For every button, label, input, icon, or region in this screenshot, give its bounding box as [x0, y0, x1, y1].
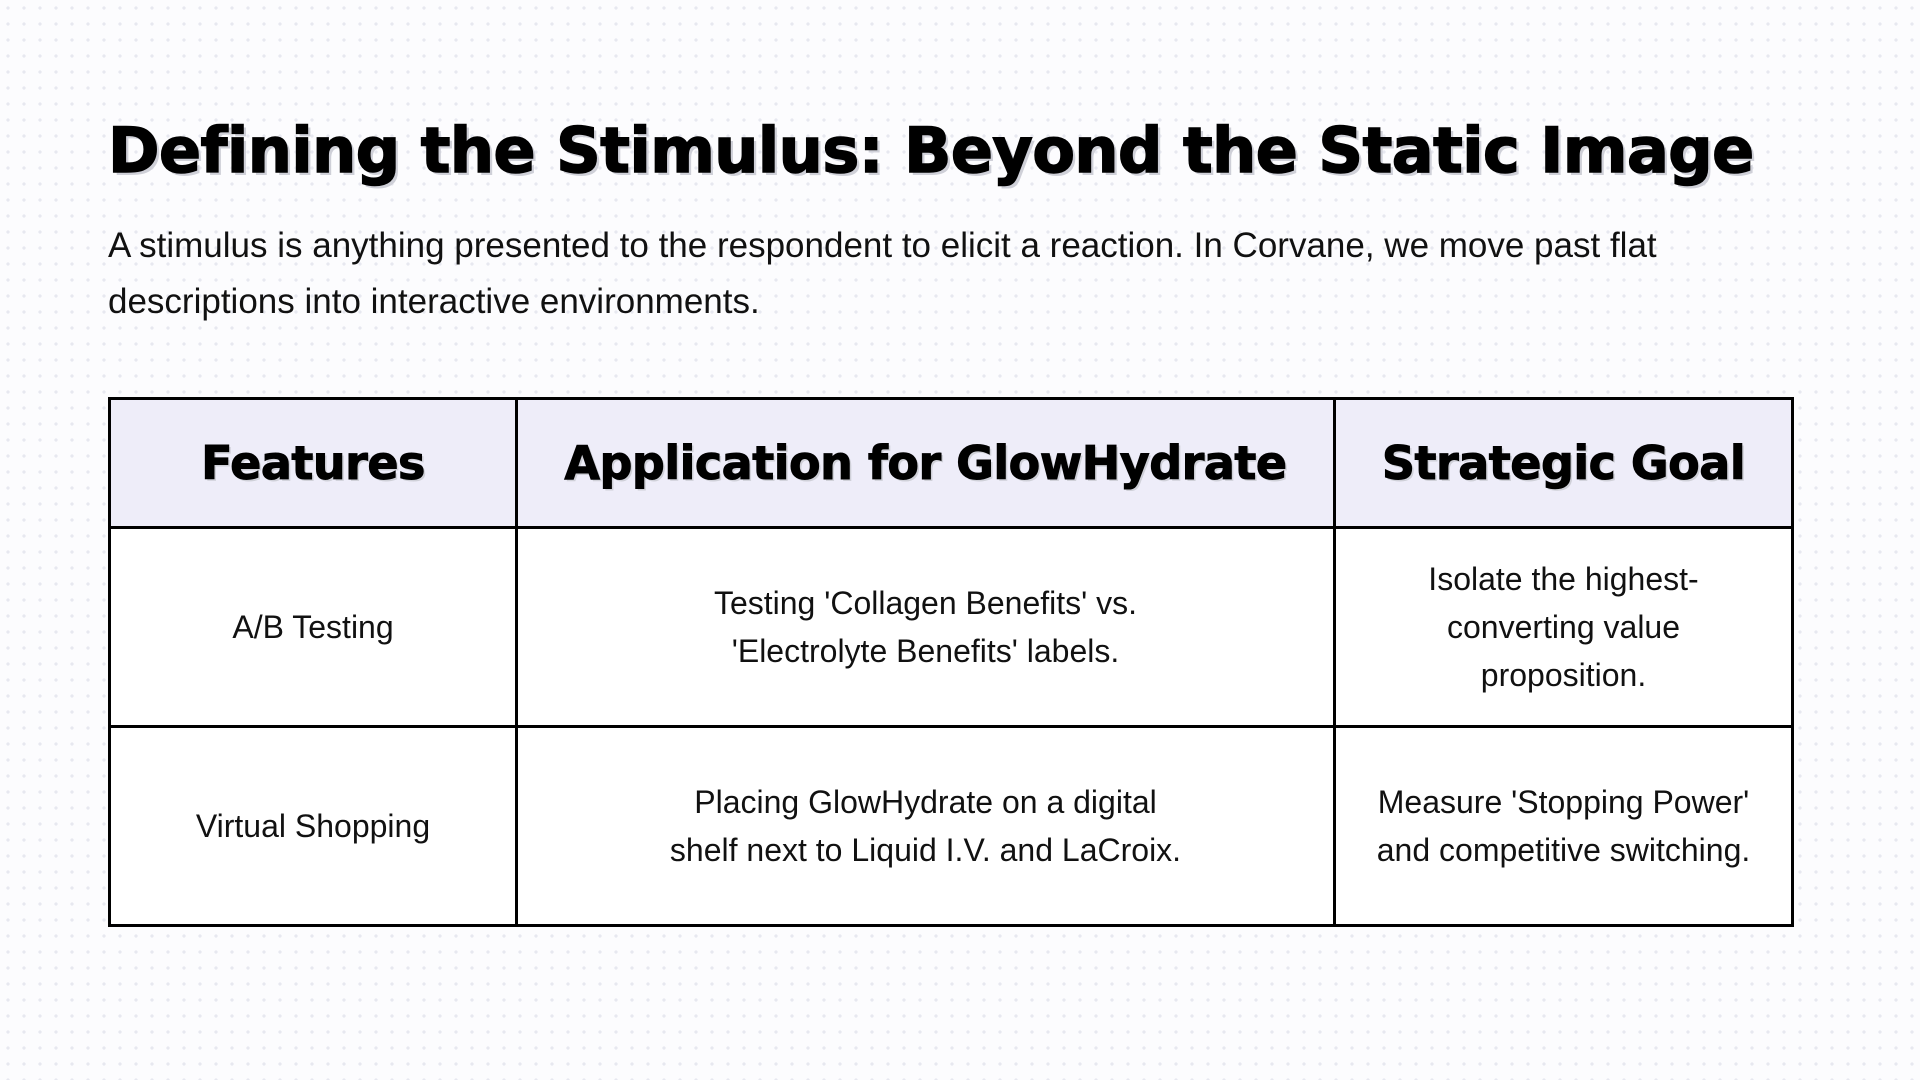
header-strategic-goal: Strategic Goal — [1335, 399, 1793, 528]
slide-content — [108, 110, 1790, 330]
cell-application — [517, 727, 1335, 926]
table-row — [110, 727, 1793, 926]
table-header-row — [110, 399, 1793, 528]
comparison-table-container — [108, 397, 1794, 927]
cell-feature — [110, 528, 517, 727]
comparison-table — [108, 397, 1794, 927]
table-row — [110, 528, 1793, 727]
cell-goal — [1335, 727, 1793, 926]
application-text: Placing GlowHydrate on a digital shelf next to Liquid I.V. and LaCroix. — [669, 784, 1182, 868]
intro-paragraph: A stimulus is anything presented to the respondent to elicit a reaction. In Corvane, we move past flat descriptions into interactive environments. — [108, 226, 1657, 321]
application-text: Testing 'Collagen Benefits' vs. 'Electrolyte Benefits' labels. — [713, 585, 1138, 669]
feature-text: A/B Testing — [232, 609, 394, 645]
feature-text: Virtual Shopping — [195, 808, 431, 844]
goal-text: Measure 'Stopping Power' and competitive switching. — [1376, 784, 1751, 868]
goal-text: Isolate the highest-converting value proposition. — [1428, 561, 1699, 693]
header-features: Features — [110, 399, 517, 528]
header-application: Application for GlowHydrate — [517, 399, 1335, 528]
slide-title: Defining the Stimulus: Beyond the Static Image — [108, 114, 1754, 187]
cell-application — [517, 528, 1335, 727]
cell-feature — [110, 727, 517, 926]
cell-goal — [1335, 528, 1793, 727]
